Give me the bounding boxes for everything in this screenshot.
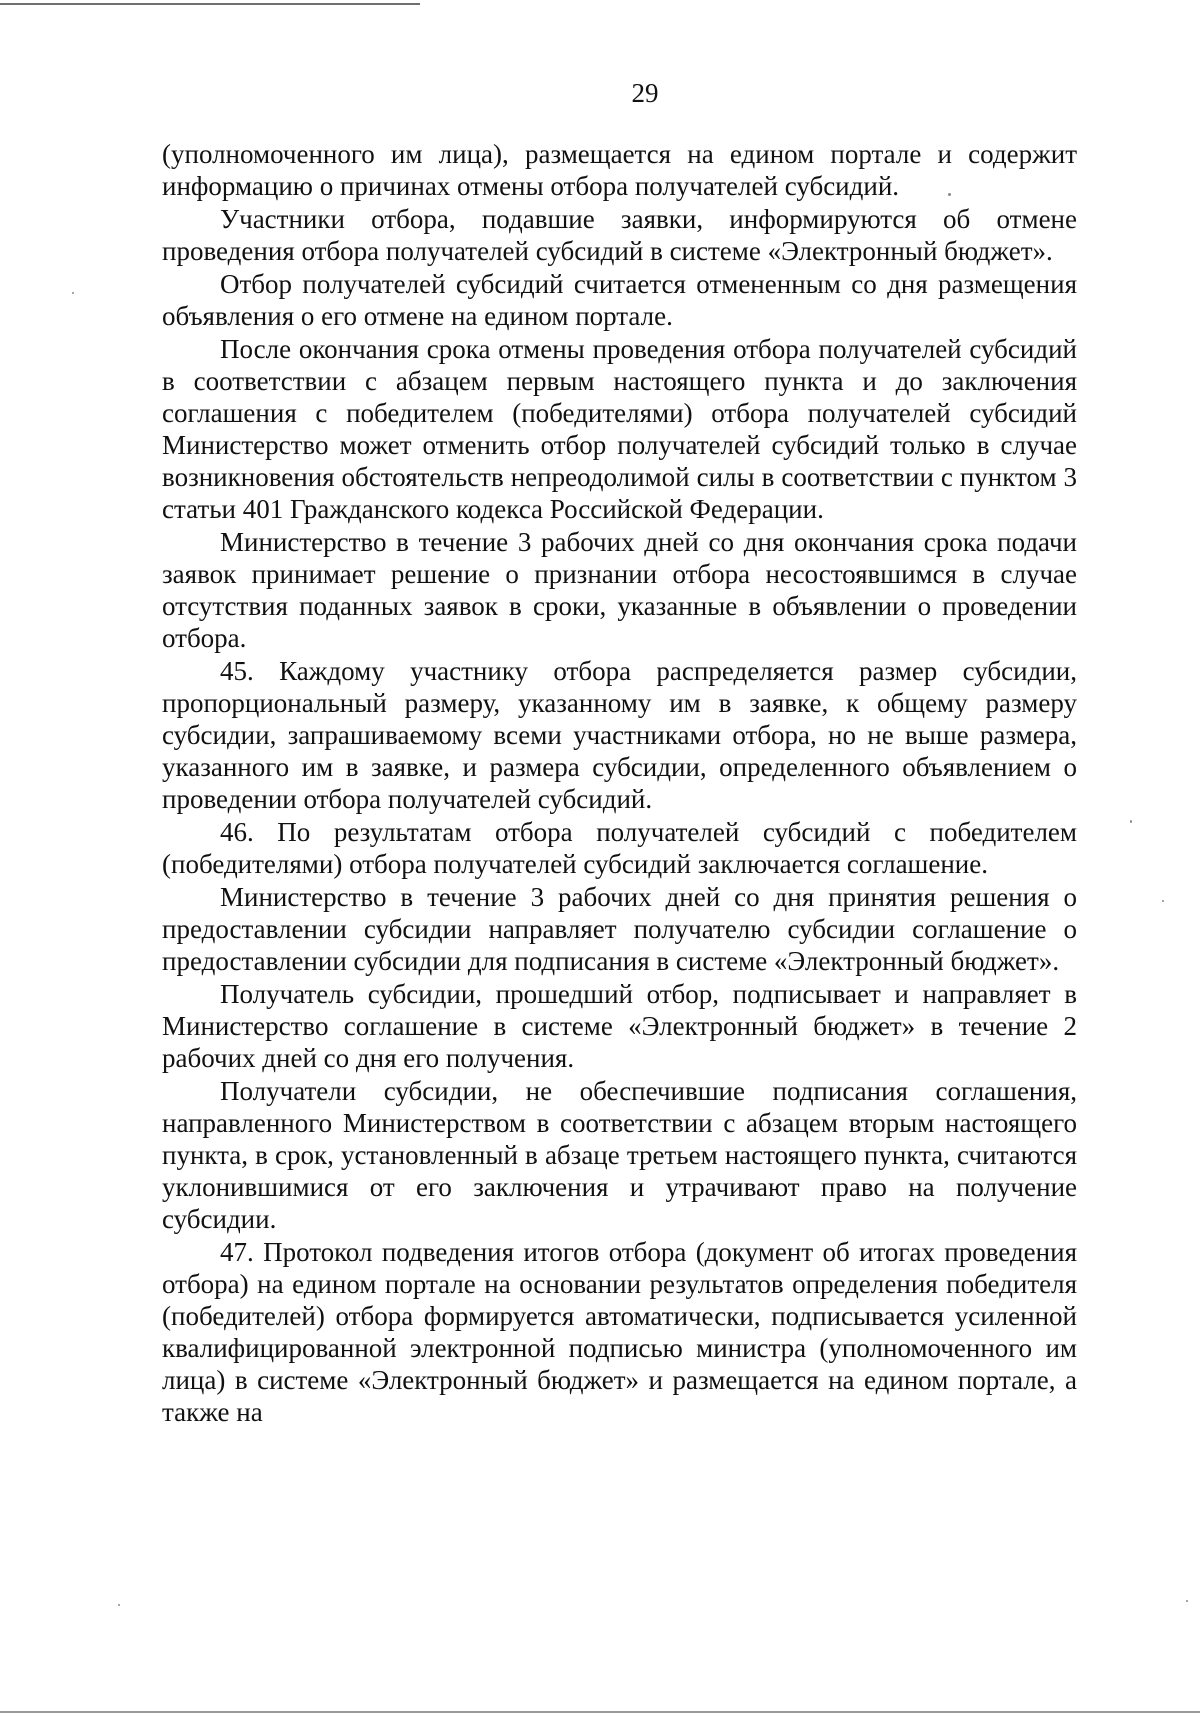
paragraph-4: После окончания срока отмены проведения отбора получателей субсидий в соответствии с абзацем первым настоящего пункта и до заключения соглашения с победителем (победителями) отбора получателей субсидий Министерство может отменить отбор получателей субсидий только в случае возникновения обстоятельств непреодолимой силы в соответствии с пунктом 3 статьи 401 Гражданского кодекса Российской Федерации. (162, 334, 1077, 524)
scan-speck (72, 292, 74, 294)
scan-edge-top (0, 3, 420, 5)
paragraph-10: Получатели субсидии, не обеспечившие подписания соглашения, направленного Министерством в соответствии с абзацем вторым настоящего пункта, в срок, установленный в абзаце третьем настоящего пункта, считаются уклонившимися от его заключения и утрачивают право на получение субсидии. (162, 1076, 1077, 1234)
paragraph-1: (уполномоченного им лица), размещается на едином портале и содержит информацию о причинах отмены отбора получателей субсидий. (162, 139, 1077, 201)
scan-speck (1186, 1600, 1188, 1602)
paragraph-11: 47. Протокол подведения итогов отбора (документ об итогах проведения отбора) на едином портале на основании результатов определения победителя (победителей) отбора формируется автоматически, подписывается усиленной квалифицированной электронной подписью министра (уполномоченного им лица) в системе «Электронный бюджет» и размещается на едином портале, а также на (162, 1237, 1077, 1427)
document-body (162, 138, 1077, 1429)
paragraph-5: Министерство в течение 3 рабочих дней со дня окончания срока подачи заявок принимает решение о признании отбора несостоявшимся в случае отсутствия поданных заявок в сроки, указанные в объявлении о проведении отбора. (162, 527, 1077, 653)
scan-speck (948, 193, 951, 196)
paragraph-7: 46. По результатам отбора получателей субсидий с победителем (победителями) отбора получателей субсидий заключается соглашение. (162, 817, 1077, 879)
page-number: 29 (631, 78, 659, 108)
scan-speck (1130, 820, 1132, 823)
paragraph-2: Участники отбора, подавшие заявки, информируются об отмене проведения отбора получателей субсидий в системе «Электронный бюджет». (162, 204, 1077, 266)
paragraph-3: Отбор получателей субсидий считается отмененным со дня размещения объявления о его отмене на едином портале. (162, 269, 1077, 331)
scan-speck (1162, 900, 1164, 902)
scan-edge-bottom (0, 1711, 1200, 1713)
paragraph-6: 45. Каждому участнику отбора распределяется размер субсидии, пропорциональный размеру, указанному им в заявке, к общему размеру субсидии, запрашиваемому всеми участниками отбора, но не выше размера, указанного им в заявке, и размера субсидии, определенного объявлением о проведении отбора получателей субсидий. (162, 656, 1077, 814)
paragraph-8: Министерство в течение 3 рабочих дней со дня принятия решения о предоставлении субсидии направляет получателю субсидии соглашение о предоставлении субсидии для подписания в системе «Электронный бюджет». (162, 882, 1077, 976)
paragraph-9: Получатель субсидии, прошедший отбор, подписывает и направляет в Министерство соглашение в системе «Электронный бюджет» в течение 2 рабочих дней со дня его получения. (162, 979, 1077, 1073)
scan-speck (118, 1604, 120, 1606)
